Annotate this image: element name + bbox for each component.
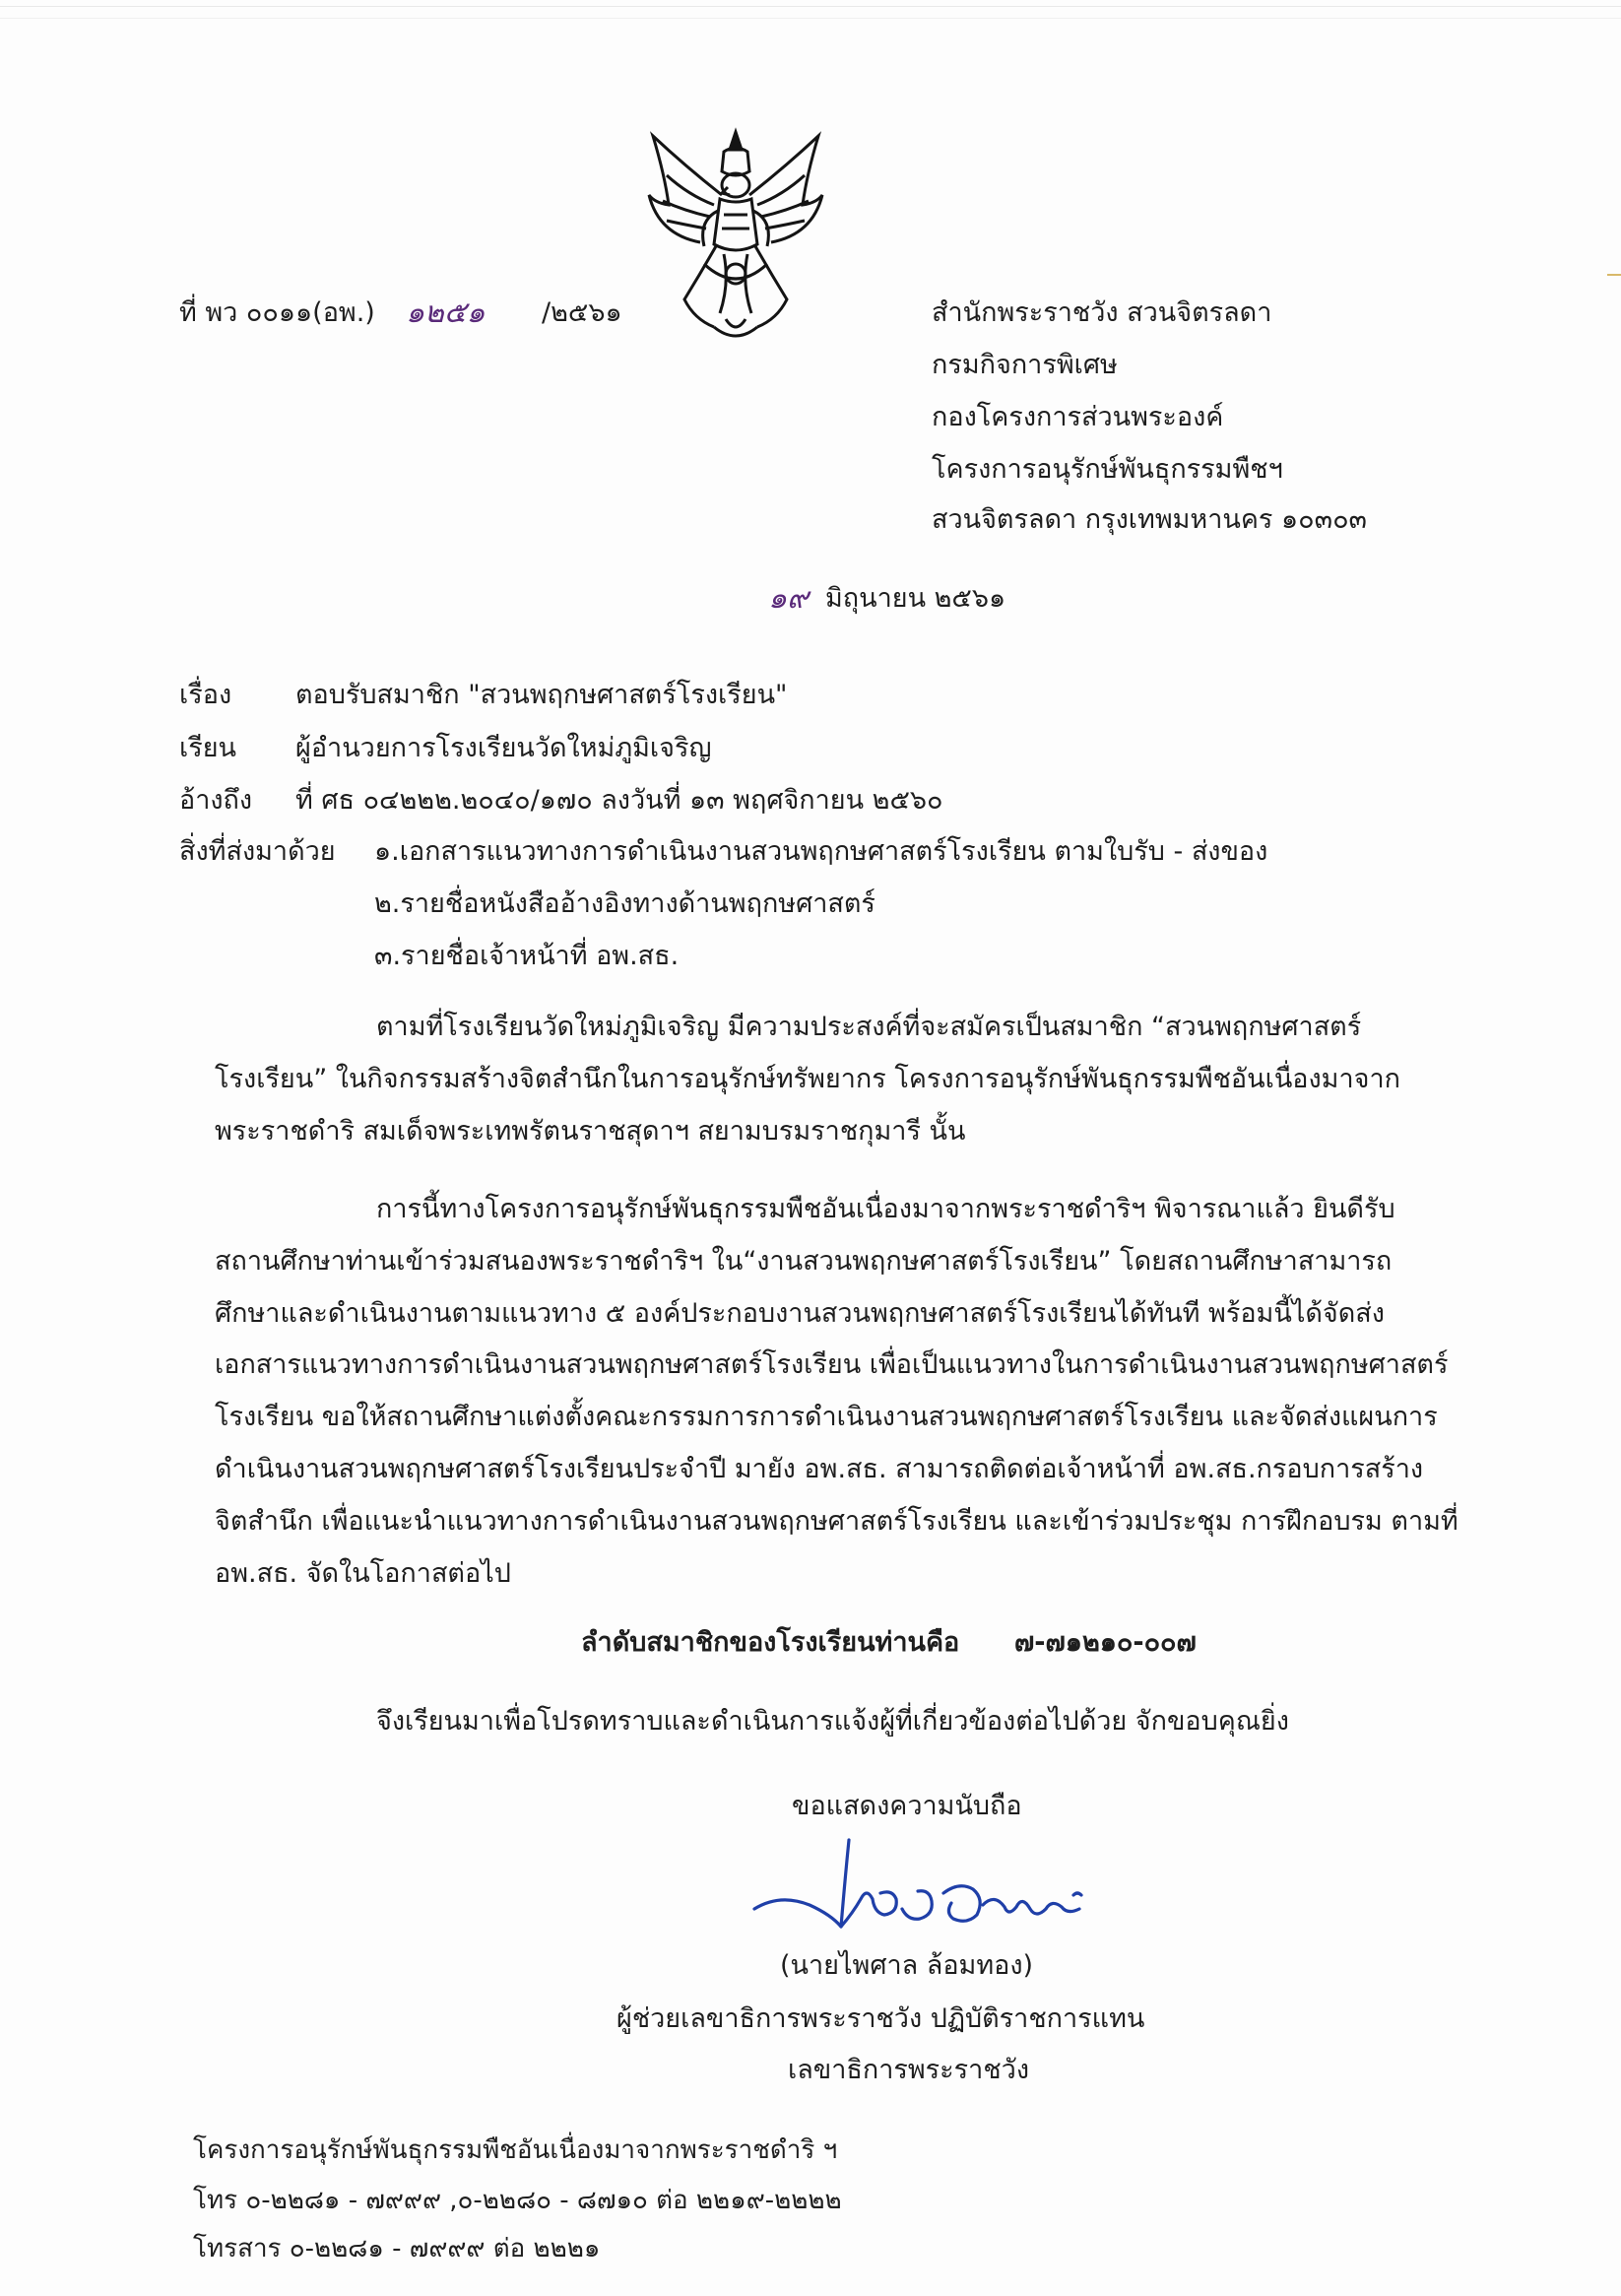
recipient-value: ผู้อำนวยการโรงเรียนวัดใหม่ภูมิเจริญ: [295, 733, 712, 763]
reference-label: อ้างถึง: [179, 785, 253, 816]
paragraph-line: โรงเรียน” ในกิจกรรมสร้างจิตสำนึกในการอนุรักษ์ทรัพยากร โครงการอนุรักษ์พันธุกรรมพืชอันเนื่องมาจาก: [215, 1064, 1400, 1094]
subject-label: เรื่อง: [179, 680, 232, 710]
signer-title: ผู้ช่วยเลขาธิการพระราชวัง ปฏิบัติราชการแทน: [616, 2003, 1145, 2034]
closing-line: จึงเรียนมาเพื่อโปรดทราบและดำเนินการแจ้งผู้ที่เกี่ยวข้องต่อไปด้วย จักขอบคุณยิ่ง: [376, 1706, 1289, 1737]
regards-line: ขอแสดงความนับถือ: [792, 1791, 1022, 1821]
signer-name: (นายไพศาล ล้อมทอง): [780, 1950, 1034, 1981]
garuda-emblem-icon: [645, 126, 827, 343]
document-reference-prefix: ที่ พว ๐๐๑๑(อพ.): [179, 297, 375, 328]
subject-value: ตอบรับสมาชิก "สวนพฤกษศาสตร์โรงเรียน": [295, 680, 788, 710]
sender-line: สำนักพระราชวัง สวนจิตรลดา: [932, 297, 1272, 328]
footer-line: โทรสาร ๐-๒๒๘๑ - ๗๙๙๙ ต่อ ๒๒๒๑: [193, 2234, 601, 2263]
reference-value: ที่ ศธ ๐๔๒๒๒.๒๐๔๐/๑๗๐ ลงวันที่ ๑๓ พฤศจิกายน ๒๕๖๐: [295, 785, 943, 816]
footer-line: โครงการอนุรักษ์พันธุกรรมพืชอันเนื่องมาจากพระราชดำริ ฯ: [193, 2135, 838, 2165]
paragraph-line: จิตสำนึก เพื่อแนะนำแนวทางการดำเนินงานสวนพฤกษศาสตร์โรงเรียน และเข้าร่วมประชุม การฝึกอบรม ตามที่: [215, 1506, 1459, 1537]
scan-edge-top-2: [0, 18, 1621, 19]
recipient-label: เรียน: [179, 733, 237, 763]
handwritten-signature: [750, 1830, 1115, 1948]
scan-edge-top: [0, 6, 1621, 7]
paragraph-line: โรงเรียน ขอให้สถานศึกษาแต่งตั้งคณะกรรมการการดำเนินงานสวนพฤกษศาสตร์โรงเรียน และจัดส่งแผนการ: [215, 1402, 1438, 1432]
paragraph-line: เอกสารแนวทางการดำเนินงานสวนพฤกษศาสตร์โรงเรียน เพื่อเป็นแนวทางในการดำเนินงานสวนพฤกษศาสตร์: [215, 1349, 1449, 1380]
paragraph-line: ศึกษาและดำเนินงานตามแนวทาง ๕ องค์ประกอบงานสวนพฤกษศาสตร์โรงเรียนได้ทันที พร้อมนี้ได้จัดส่ง: [215, 1298, 1385, 1329]
sender-line: กรมกิจการพิเศษ: [932, 350, 1118, 380]
enclosure-label: สิ่งที่ส่งมาด้วย: [179, 836, 336, 867]
paragraph-line: ตามที่โรงเรียนวัดใหม่ภูมิเจริญ มีความประสงค์ที่จะสมัครเป็นสมาชิก “สวนพฤกษศาสตร์: [376, 1012, 1362, 1042]
paragraph-line: สถานศึกษาท่านเข้าร่วมสนองพระราชดำริฯ ใน“งานสวนพฤกษศาสตร์โรงเรียน” โดยสถานศึกษาสามารถ: [215, 1246, 1393, 1277]
document-reference-number: ๑๒๕๑: [406, 295, 486, 330]
scan-edge-mark: [1607, 274, 1621, 276]
enclosure-item: ๒.รายชื่อหนังสืออ้างอิงทางด้านพฤกษศาสตร์: [374, 888, 875, 919]
signer-title: เลขาธิการพระราชวัง: [788, 2055, 1030, 2085]
enclosure-item: ๑.เอกสารแนวทางการดำเนินงานสวนพฤกษศาสตร์โรงเรียน ตามใบรับ - ส่งของ: [374, 836, 1268, 867]
paragraph-line: การนี้ทางโครงการอนุรักษ์พันธุกรรมพืชอันเนื่องมาจากพระราชดำริฯ พิจารณาแล้ว ยินดีรับ: [376, 1194, 1395, 1224]
sender-line: โครงการอนุรักษ์พันธุกรรมพืชฯ: [932, 454, 1283, 485]
member-number-label: ลำดับสมาชิกของโรงเรียนท่านคือ: [581, 1627, 960, 1658]
sender-line: กองโครงการส่วนพระองค์: [932, 402, 1224, 432]
date-month-year: มิถุนายน ๒๕๖๑: [825, 583, 1006, 614]
date-day: ๑๙: [768, 581, 810, 616]
paragraph-line: อพ.สธ. จัดในโอกาสต่อไป: [215, 1558, 511, 1589]
enclosure-item: ๓.รายชื่อเจ้าหน้าที่ อพ.สธ.: [374, 941, 680, 971]
sender-line: สวนจิตรลดา กรุงเทพมหานคร ๑๐๓๐๓: [932, 504, 1368, 535]
member-number-value: ๗-๗๑๒๑๐-๐๐๗: [1014, 1627, 1197, 1658]
paragraph-line: ดำเนินงานสวนพฤกษศาสตร์โรงเรียนประจำปี มายัง อพ.สธ. สามารถติดต่อเจ้าหน้าที่ อพ.สธ.กรอบการสร้าง: [215, 1454, 1424, 1484]
footer-line: โทร ๐-๒๒๘๑ - ๗๙๙๙ ,๐-๒๒๘๐ - ๘๗๑๐ ต่อ ๒๒๑๙-๒๒๒๒: [193, 2186, 842, 2215]
paragraph-line: พระราชดำริ สมเด็จพระเทพรัตนราชสุดาฯ สยามบรมราชกุมารี นั้น: [215, 1116, 966, 1147]
document-reference-year: /๒๕๖๑: [542, 297, 622, 328]
